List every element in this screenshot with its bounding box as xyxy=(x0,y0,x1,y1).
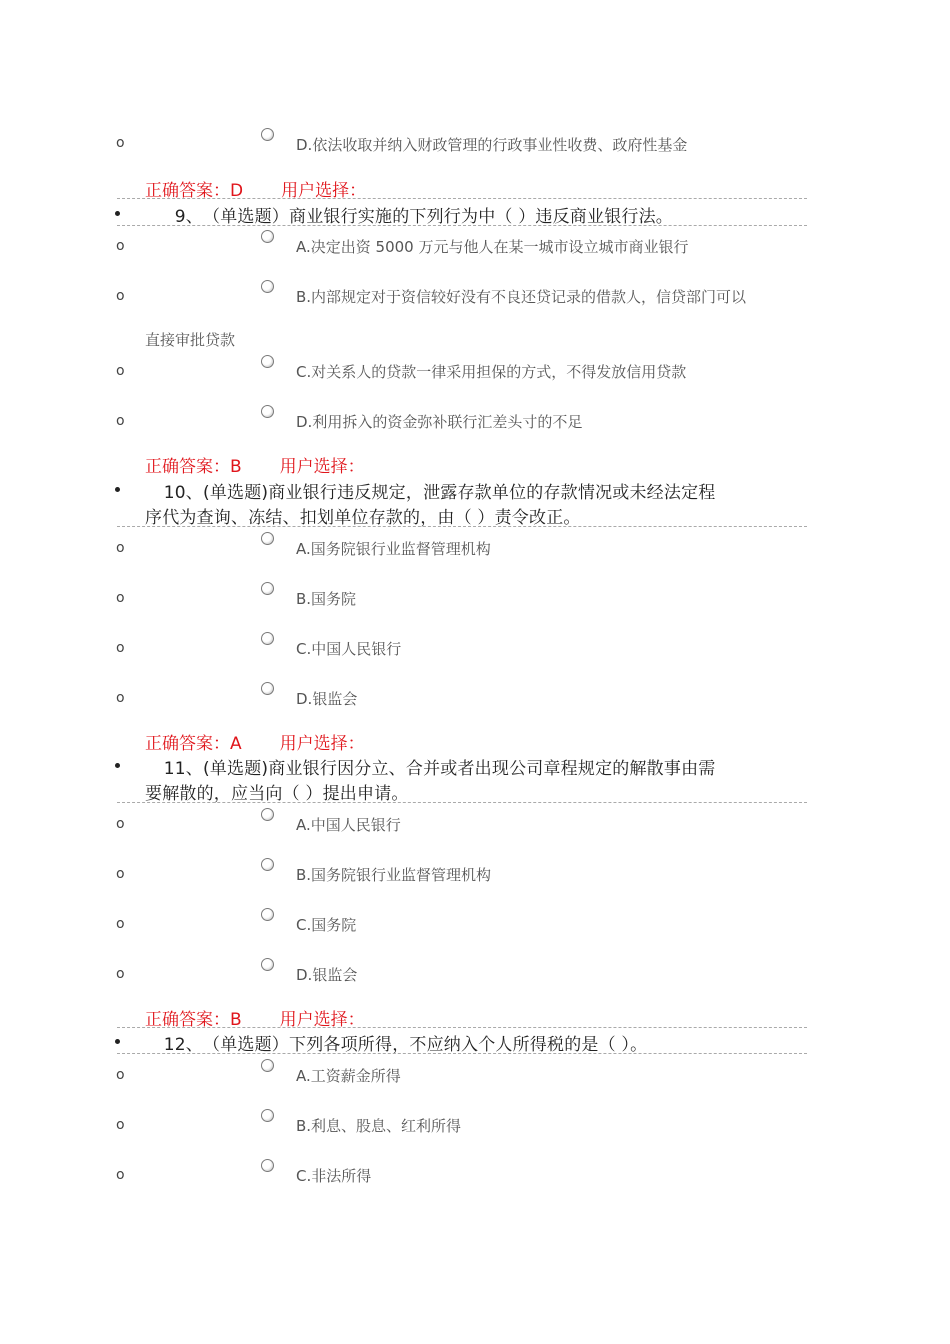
divider xyxy=(117,198,807,199)
option-label: C.非法所得 xyxy=(296,1167,372,1185)
option-label: D.依法收取并纳入财政管理的行政事业性收费、政府性基金 xyxy=(296,136,688,154)
radio-option-q10-b[interactable] xyxy=(261,582,274,595)
correct-answer-value: A xyxy=(230,734,242,754)
question-text: （单选题）下列各项所得，不应纳入个人所得税的是（ ）。 xyxy=(203,1035,648,1055)
user-choice-label: 用户选择： xyxy=(279,734,365,754)
option-label: A.决定出资 5000 万元与他人在某一城市设立城市商业银行 xyxy=(296,238,689,256)
option-label: D.银监会 xyxy=(296,966,358,984)
radio-option-q9-b[interactable] xyxy=(261,280,274,293)
radio-option-q10-d[interactable] xyxy=(261,682,274,695)
user-choice-label: 用户选择： xyxy=(279,457,365,477)
question-number: 10、 xyxy=(163,483,203,503)
list-bullet: o xyxy=(116,966,125,982)
question-number: 12、 xyxy=(163,1035,203,1055)
question-11 xyxy=(145,754,715,779)
correct-answer-label: 正确答案： xyxy=(145,181,230,201)
answer-line-q10 xyxy=(145,729,365,754)
list-bullet: o xyxy=(116,135,125,151)
list-bullet: o xyxy=(116,640,125,656)
divider xyxy=(117,526,807,527)
question-bullet xyxy=(115,763,120,768)
option-label: D.利用拆入的资金弥补联行汇差头寸的不足 xyxy=(296,413,583,431)
list-bullet: o xyxy=(116,590,125,606)
question-bullet xyxy=(115,211,120,216)
option-label: D.银监会 xyxy=(296,690,358,708)
radio-option-q11-a[interactable] xyxy=(261,808,274,821)
radio-option-q10-c[interactable] xyxy=(261,632,274,645)
correct-answer-value: B xyxy=(230,1010,242,1030)
option-label: B.国务院 xyxy=(296,590,357,608)
list-bullet: o xyxy=(116,238,125,254)
user-choice-label: 用户选择： xyxy=(279,1010,365,1030)
list-bullet: o xyxy=(116,540,125,556)
question-bullet xyxy=(115,487,120,492)
option-label: C.国务院 xyxy=(296,916,357,934)
option-label-continued: 直接审批贷款 xyxy=(145,331,236,349)
radio-option-q11-c[interactable] xyxy=(261,908,274,921)
question-text: (单选题)商业银行因分立、合并或者出现公司章程规定的解散事由需 xyxy=(203,759,716,779)
list-bullet: o xyxy=(116,866,125,882)
question-text: (单选题)商业银行违反规定，泄露存款单位的存款情况或未经法定程 xyxy=(203,483,716,503)
option-label: C.中国人民银行 xyxy=(296,640,402,658)
correct-answer-value: D xyxy=(230,181,244,201)
question-number: 11、 xyxy=(163,759,203,779)
option-label: B.内部规定对于资信较好没有不良还贷记录的借款人，信贷部门可以 xyxy=(296,288,747,306)
correct-answer-label: 正确答案： xyxy=(145,734,230,754)
option-label: C.对关系人的贷款一律采用担保的方式，不得发放信用贷款 xyxy=(296,363,687,381)
radio-option-q11-d[interactable] xyxy=(261,958,274,971)
question-10 xyxy=(145,478,715,503)
divider xyxy=(117,1053,807,1054)
question-text: （单选题）商业银行实施的下列行为中（ ）违反商业银行法。 xyxy=(203,207,674,227)
question-11-continued: 要解散的，应当向（ ）提出申请。 xyxy=(145,784,409,804)
radio-option-q12-c[interactable] xyxy=(261,1159,274,1172)
question-bullet xyxy=(115,1039,120,1044)
question-10-continued: 序代为查询、冻结、扣划单位存款的，由（ ）责令改正。 xyxy=(145,508,581,528)
list-bullet: o xyxy=(116,413,125,429)
radio-option-q9-d[interactable] xyxy=(261,405,274,418)
divider xyxy=(117,1027,807,1028)
list-bullet: o xyxy=(116,816,125,832)
option-label: B.国务院银行业监督管理机构 xyxy=(296,866,492,884)
radio-option-q12-b[interactable] xyxy=(261,1109,274,1122)
list-bullet: o xyxy=(116,288,125,304)
list-bullet: o xyxy=(116,1167,125,1183)
question-number: 9、 xyxy=(174,207,203,227)
user-choice-label: 用户选择： xyxy=(281,181,367,201)
option-label: A.国务院银行业监督管理机构 xyxy=(296,540,491,558)
divider xyxy=(117,225,807,226)
option-label: A.工资薪金所得 xyxy=(296,1067,401,1085)
list-bullet: o xyxy=(116,916,125,932)
correct-answer-label: 正确答案： xyxy=(145,1010,230,1030)
question-12 xyxy=(145,1030,647,1055)
radio-option-q10-a[interactable] xyxy=(261,532,274,545)
list-bullet: o xyxy=(116,1067,125,1083)
list-bullet: o xyxy=(116,690,125,706)
list-bullet: o xyxy=(116,363,125,379)
question-9 xyxy=(145,202,673,227)
radio-option-q8-d[interactable] xyxy=(261,128,274,141)
divider xyxy=(117,802,807,803)
answer-line-q9 xyxy=(145,452,365,477)
option-label: B.利息、股息、红利所得 xyxy=(296,1117,462,1135)
correct-answer-value: B xyxy=(230,457,242,477)
radio-option-q12-a[interactable] xyxy=(261,1059,274,1072)
radio-option-q9-c[interactable] xyxy=(261,355,274,368)
list-bullet: o xyxy=(116,1117,125,1133)
radio-option-q11-b[interactable] xyxy=(261,858,274,871)
radio-option-q9-a[interactable] xyxy=(261,230,274,243)
correct-answer-label: 正确答案： xyxy=(145,457,230,477)
option-label: A.中国人民银行 xyxy=(296,816,401,834)
